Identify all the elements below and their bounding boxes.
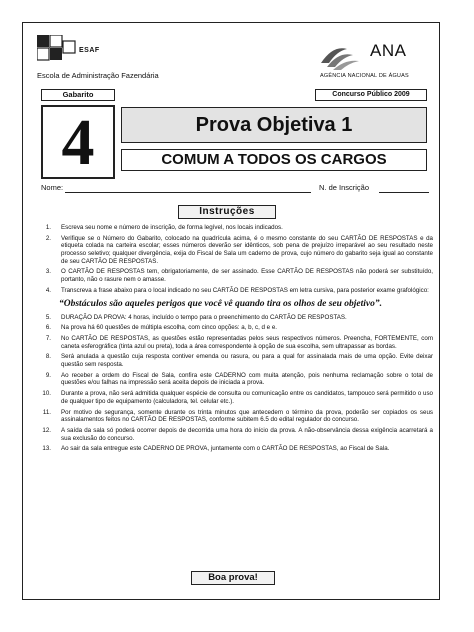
instruction-item	[37, 390, 433, 405]
instruction-text: A saída da sala só poderá ocorrer depois de decorrida uma hora do início da prova. A não-observância dessa exigência acarretará a sua exclusão do concurso.	[61, 426, 433, 442]
instruction-number: 13.	[42, 445, 51, 453]
instruction-number: 5.	[45, 313, 51, 321]
instruction-number: 6.	[45, 324, 51, 332]
instruction-number: 11.	[42, 408, 51, 416]
instruction-number: 4.	[45, 286, 51, 294]
motto-phrase: “Obstáculos são aqueles perigos que você vê quando tira os olhos de seu objetivo”.	[59, 298, 382, 309]
instruction-item	[37, 314, 433, 322]
instruction-item	[37, 335, 433, 350]
ana-subtitle: AGÊNCIA NACIONAL DE ÁGUAS	[320, 73, 409, 79]
candidate-info-row	[41, 183, 431, 195]
instruction-text: O CARTÃO DE RESPOSTAS tem, obrigatoriamente, de ser assinado. Esse CARTÃO DE RESPOSTAS não poderá ser substituído, portanto, não o rasure nem o amasse.	[61, 268, 433, 283]
instruction-number: 7.	[45, 335, 51, 343]
instruction-text: Ao sair da sala entregue este CADERNO DE PROVA, juntamente com o CARTÃO DE RESPOSTAS, ao Fiscal de Sala.	[61, 445, 390, 453]
instruction-number: 9.	[45, 371, 51, 379]
instruction-text: Na prova há 60 questões de múltipla escolha, com cinco opções: a, b, c, d e e.	[61, 324, 278, 332]
instruction-item	[37, 409, 433, 424]
instruction-text: Verifique se o Número do Gabarito, colocado na quadrícula acima, é o mesmo constante do seu CARTÃO DE RESPOSTAS e da etiqueta colada na carteira escolar; esses números deverão ser idênticos, sob pena de prejuízo irreparável ao seu resultado neste processo seletivo; qualquer divergência, exija do Fiscal de Sala um caderno de prova, cujo número do gabarito seja igual ao constante de seu CARTÃO DE RESPOSTAS.	[61, 234, 433, 265]
instructions-title: Instruções	[178, 205, 276, 219]
esaf-label: ESAF	[79, 47, 100, 54]
instruction-text: Ao receber a ordem do Fiscal de Sala, confira este CADERNO com muita atenção, pois nenhuma reclamação sobre o total de questões e/ou falhas na impressão será aceita depois de iniciada a prova.	[61, 371, 433, 387]
instruction-number: 12.	[42, 426, 51, 434]
instruction-text: Transcreva a frase abaixo para o local indicado no seu CARTÃO DE RESPOSTAS em letra cursiva, para posterior exame grafológico:	[61, 286, 429, 294]
boa-prova-label: Boa prova!	[191, 571, 275, 585]
instruction-item	[37, 268, 433, 283]
inscricao-label: N. de Inscrição	[319, 183, 370, 192]
gabarito-label: Gabarito	[41, 89, 115, 101]
instruction-text: Escreva seu nome e número de inscrição, de forma legível, nos locais indicados.	[61, 224, 283, 231]
instruction-text: No CARTÃO DE RESPOSTAS, as questões estão representadas pelos seus respectivos números. Preencha, FORTEMENTE, com caneta esferográfica (tinta azul ou preta), toda a área correspondente à opção de sua escolha, sem ultrapassar as bordas.	[61, 335, 433, 350]
concurso-label: Concurso Público 2009	[315, 89, 427, 101]
name-field[interactable]	[65, 192, 311, 193]
instruction-text: Durante a prova, não será admitida qualquer espécie de consulta ou comunicação entre os candidatos, tampouco será permitido o uso de qualquer tipo de equipamento (calculadora, tel. celular etc.).	[61, 390, 433, 405]
gabarito-number: 4	[41, 105, 115, 179]
instruction-number: 10.	[42, 390, 51, 398]
instruction-text: Por motivo de segurança, somente durante os trinta minutos que antecedem o término da prova, poderão ser copiados os seus assinalamentos feitos no CARTÃO DE RESPOSTAS, conforme subitem 6.5 do edital regulador do concurso.	[61, 408, 433, 424]
instruction-item	[37, 427, 433, 442]
instruction-item	[37, 445, 433, 453]
exam-subtitle: COMUM A TODOS OS CARGOS	[121, 149, 427, 171]
instruction-number: 2.	[45, 234, 51, 242]
school-name: Escola de Administração Fazendária	[37, 71, 159, 80]
exam-cover-page	[22, 22, 440, 600]
instructions-list	[37, 224, 433, 456]
instruction-text: Será anulada a questão cuja resposta contiver emenda ou rasura, ou para a qual for assinalada mais de uma opção. Evite deixar questão sem resposta.	[61, 353, 433, 369]
instruction-number: 1.	[45, 224, 51, 231]
name-label: Nome:	[41, 183, 64, 192]
instruction-item	[37, 287, 433, 295]
ana-wave-logo-icon	[317, 37, 373, 71]
instruction-item	[37, 372, 433, 387]
esaf-logo-icon	[37, 35, 77, 61]
instruction-text: DURAÇÃO DA PROVA: 4 horas, incluído o tempo para o preenchimento do CARTÃO DE RESPOSTAS.	[61, 313, 347, 321]
instruction-item	[37, 353, 433, 368]
instruction-item	[37, 324, 433, 332]
instruction-number: 3.	[45, 268, 51, 276]
inscricao-field[interactable]	[379, 192, 429, 193]
ana-label: ANA	[370, 41, 407, 60]
instruction-item	[37, 235, 433, 265]
instruction-number: 8.	[45, 353, 51, 361]
exam-title: Prova Objetiva 1	[121, 107, 427, 143]
instruction-item	[37, 224, 433, 232]
